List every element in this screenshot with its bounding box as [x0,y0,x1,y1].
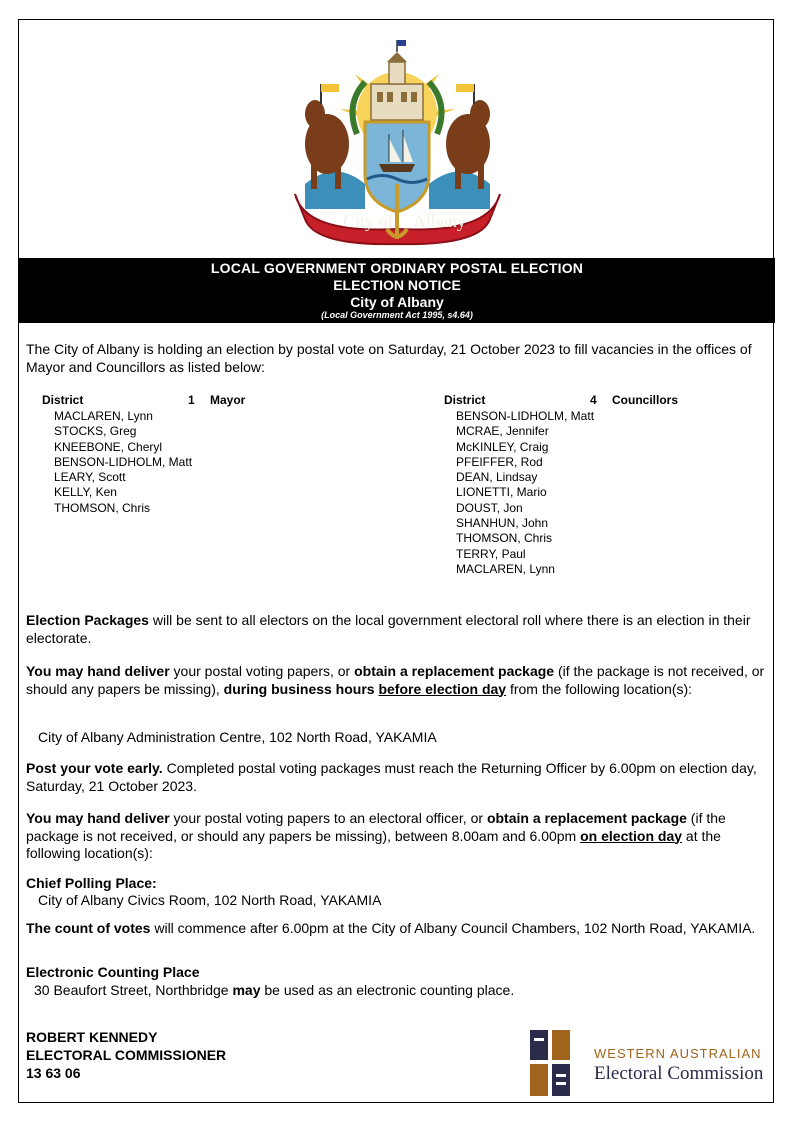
hand-deliver-bold: You may hand deliver [26,663,170,679]
electronic-label-bold: Electronic Counting Place [26,964,200,980]
hand-deliver-on-paragraph [26,810,772,863]
candidate-name: THOMSON, Chris [54,500,150,515]
candidate-name: PFEIFFER, Rod [456,454,543,469]
packages-text: will be sent to all electors on the local government electoral roll where there is an election in their electorate. [26,612,751,646]
header-subtitle: ELECTION NOTICE [333,277,461,293]
waec-line2: Electoral Commission [594,1063,764,1084]
polling-place-label [26,875,772,893]
waec-line1: WESTERN AUSTRALIAN [594,1046,762,1061]
count-text: will commence after 6.00pm at the City of Albany Council Chambers, 102 North Road, YAKAMIA. [150,920,756,936]
post-early-bold: Post your vote early. [26,760,163,776]
candidate-name: SHANHUN, John [456,516,549,531]
electronic-counting-label [26,964,772,982]
ship-icon [379,164,415,172]
on-election-day-underline: on election day [580,827,683,844]
city-of-albany-crest [285,34,510,252]
signature-block [26,1028,226,1082]
waec-logo [530,1028,775,1098]
intro-paragraph: The City of Albany is holding an election by postal vote on Saturday, 21 October 2023 to fill vacancies in the offices of Mayor and Councillors as listed below: [26,341,752,375]
candidate-name: LIONETTI, Mario [456,485,547,500]
candidate-name: BENSON-LIDHOLM, Matt [54,454,193,469]
candidate-name: DEAN, Lindsay [456,470,538,485]
packages-bold: Election Packages [26,612,149,628]
hand-before-text-1: your postal voting papers, or [169,663,355,679]
header-act-reference: (Local Government Act 1995, s4.64) [321,310,473,320]
svg-text:City of: City of [343,211,394,231]
electronic-counting-location [34,982,780,1000]
commissioner-name: ROBERT KENNEDY [26,1029,158,1045]
candidate-name: LEARY, Scott [54,470,126,485]
packages-paragraph [26,612,772,647]
business-hours-bold: during business hours [223,680,375,697]
before-election-day-underline: before election day [378,680,507,697]
polling-place-location: City of Albany Civics Room, 102 North Road, YAKAMIA [38,892,382,908]
hand-deliver-before-paragraph [26,663,772,698]
councillor-candidate-list [456,409,594,577]
header-title: LOCAL GOVERNMENT ORDINARY POSTAL ELECTION [210,260,584,276]
hand-on-text-3: at the following location(s): [26,827,721,861]
electronic-post: be used as an electronic counting place. [260,982,515,998]
header-banner [19,258,775,323]
header-local-government: City of Albany [350,294,444,310]
candidate-name: MCRAE, Jennifer [456,424,549,439]
candidate-name: MACLAREN, Lynn [456,561,555,576]
hand-before-text-2: (if the package is not received, or should any papers be missing), [26,663,765,697]
count-bold: The count of votes [26,920,151,936]
mayor-candidate-list [54,409,192,516]
candidate-name: KNEEBONE, Cheryl [54,439,163,454]
post-early-paragraph [26,760,772,795]
hand-before-text-4: from the following location(s): [506,680,693,697]
replacement-package-on-bold: obtain a replacement package [486,810,687,826]
admin-centre-location: City of Albany Administration Centre, 102 North Road, YAKAMIA [38,729,437,745]
candidate-name: McKINLEY, Craig [456,439,549,454]
mayor-office: Mayor [210,393,246,407]
polling-label-bold: Chief Polling Place: [26,875,157,891]
flag [397,40,406,46]
hand-deliver-on-bold: You may hand deliver [26,810,170,826]
candidate-name: THOMSON, Chris [456,531,552,546]
commissioner-title: ELECTORAL COMMISSIONER [26,1047,227,1063]
hand-on-text-1: your postal voting papers to an electoral officer, or [169,810,487,826]
candidate-name: STOCKS, Greg [54,424,137,439]
candidate-name: BENSON-LIDHOLM, Matt [456,409,595,423]
councillors-office: Councillors [612,393,679,407]
replacement-package-bold: obtain a replacement package [354,663,555,679]
count-paragraph [26,920,772,938]
electronic-pre: 30 Beaufort Street, Northbridge [34,982,233,998]
waec-emblem-icon [530,1030,572,1098]
commissioner-phone: 13 63 06 [26,1065,81,1081]
candidate-name: MACLAREN, Lynn [54,409,153,423]
candidate-name: DOUST, Jon [456,500,523,515]
hand-on-text-2: (if the package is not received, or should any papers be missing), between 8.00am and 6.00pm [26,810,726,844]
councillors-district-label: District [444,393,486,407]
svg-text:Albany: Albany [413,211,466,231]
candidate-name: TERRY, Paul [456,546,526,561]
mayor-district-label: District [42,393,84,407]
councillors-vacancy-count: 4 [590,393,597,407]
candidate-name: KELLY, Ken [54,485,117,500]
post-early-text: Completed postal voting packages must reach the Returning Officer by 6.00pm on election day, Saturday, 21 October 2023. [26,760,757,794]
mayor-vacancy-count: 1 [188,393,195,407]
electronic-may-bold: may [232,982,261,998]
